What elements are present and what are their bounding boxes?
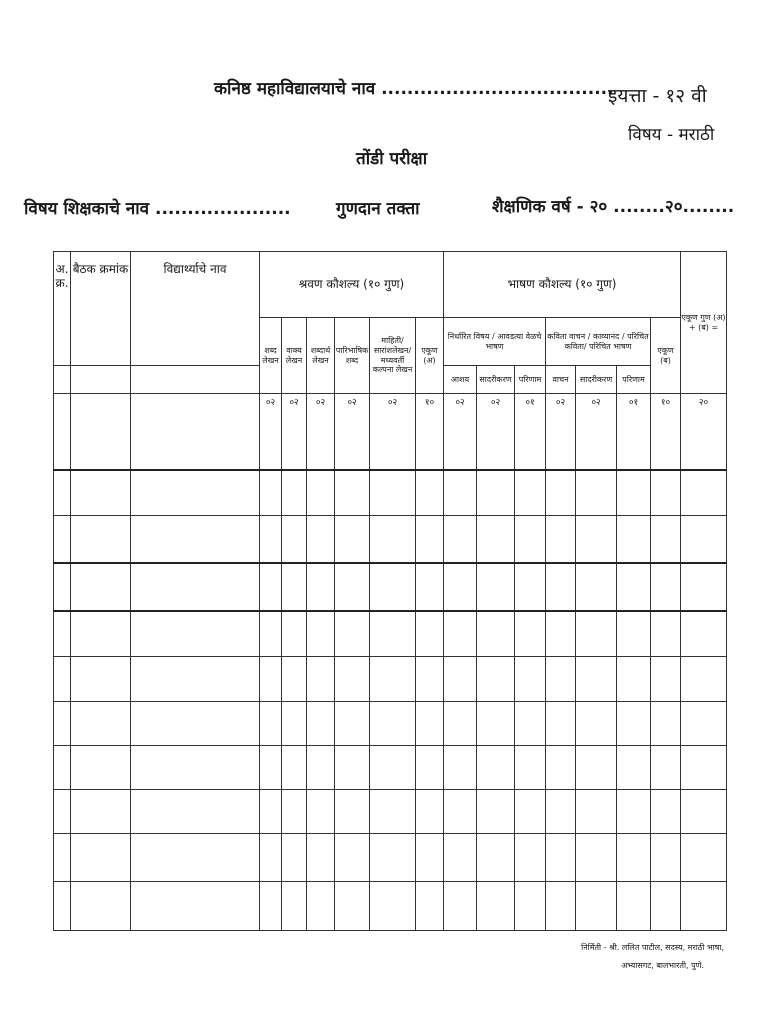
chart-title: गुणदान तक्ता (336, 199, 420, 219)
table-cell[interactable] (681, 882, 727, 931)
marks-cell (54, 394, 71, 470)
teacher-name-label: विषय शिक्षकाचे नाव ..................... (24, 199, 291, 219)
table-cell[interactable] (617, 611, 651, 657)
marks-cell: ०२ (260, 394, 282, 470)
table-cell[interactable] (282, 882, 307, 931)
table-cell[interactable] (477, 611, 515, 657)
table-cell[interactable] (515, 470, 546, 516)
marks-cell: ०२ (282, 394, 307, 470)
table-cell[interactable] (546, 834, 576, 882)
table-cell[interactable] (416, 563, 444, 611)
credit-line-1: निर्मिती - श्री. ललित पाटील, सदस्य, मराठी भाषा, (581, 943, 724, 952)
col-serial-header: अ. क्र. (54, 252, 71, 366)
table-cell[interactable] (260, 611, 282, 657)
listening-total-header: एकूण (अ) (416, 318, 444, 394)
table-cell[interactable] (260, 790, 282, 834)
table-cell[interactable] (131, 882, 260, 931)
table-cell[interactable] (335, 882, 370, 931)
table-cell[interactable] (131, 746, 260, 790)
table-cell[interactable] (71, 882, 131, 931)
table-cell[interactable] (131, 834, 260, 882)
table-cell[interactable] (651, 563, 681, 611)
table-cell[interactable] (681, 516, 727, 563)
table-cell[interactable] (260, 882, 282, 931)
marks-cell: ०२ (444, 394, 477, 470)
table-cell[interactable] (416, 790, 444, 834)
table-cell[interactable] (515, 746, 546, 790)
col-name-header: विद्यार्थ्याचे नाव (131, 252, 260, 366)
exam-title: तोंडी परीक्षा (356, 149, 428, 169)
table-cell[interactable] (370, 470, 416, 516)
table-cell[interactable] (370, 516, 416, 563)
table-cell[interactable] (681, 790, 727, 834)
table-cell[interactable] (576, 834, 617, 882)
table-row (54, 746, 727, 790)
table-cell[interactable] (131, 516, 260, 563)
marks-cell: ०२ (307, 394, 335, 470)
table-cell[interactable] (282, 746, 307, 790)
table-cell[interactable] (477, 790, 515, 834)
table-cell[interactable] (681, 470, 727, 516)
table-cell[interactable] (307, 702, 335, 746)
table-cell[interactable] (681, 611, 727, 657)
table-cell[interactable] (260, 563, 282, 611)
table-cell[interactable] (576, 882, 617, 931)
table-cell[interactable] (54, 702, 71, 746)
table-cell[interactable] (681, 702, 727, 746)
table-cell[interactable] (416, 470, 444, 516)
table-cell[interactable] (477, 563, 515, 611)
table-row (54, 563, 727, 611)
listening-sub-header: शब्दार्थ लेखन (307, 318, 335, 394)
table-cell[interactable] (131, 657, 260, 702)
marks-cell: ०२ (576, 394, 617, 470)
table-cell[interactable] (681, 563, 727, 611)
speaking-subgroup-header: निर्धारित विषय / आवडत्या वेळचे भाषण (444, 318, 546, 366)
table-cell[interactable] (71, 470, 131, 516)
table-cell[interactable] (416, 882, 444, 931)
student-rows (54, 470, 727, 931)
table-cell[interactable] (71, 611, 131, 657)
speaking-sub-header: परिणाम (515, 366, 546, 394)
table-cell[interactable] (370, 702, 416, 746)
table-cell[interactable] (477, 702, 515, 746)
marks-table (53, 251, 727, 931)
table-cell[interactable] (651, 790, 681, 834)
table-row (54, 470, 727, 516)
table-cell[interactable] (54, 611, 71, 657)
table-cell[interactable] (515, 516, 546, 563)
speaking-sub-header: आशय (444, 366, 477, 394)
speaking-subgroup-header: कविता वाचन / काव्यानंद / परिचित कविता/ परिचित भाषण (546, 318, 651, 366)
table-row (54, 790, 727, 834)
table-cell[interactable] (54, 746, 71, 790)
speaking-sub-header: सादरीकरण (576, 366, 617, 394)
table-cell[interactable] (477, 882, 515, 931)
table-cell[interactable] (54, 563, 71, 611)
table-cell[interactable] (444, 563, 477, 611)
table-cell[interactable] (576, 516, 617, 563)
table-cell[interactable] (617, 834, 651, 882)
table-cell[interactable] (477, 516, 515, 563)
table-cell[interactable] (416, 746, 444, 790)
table-cell[interactable] (282, 516, 307, 563)
listening-sub-header: शब्द लेखन (260, 318, 282, 394)
table-cell[interactable] (576, 790, 617, 834)
table-cell[interactable] (444, 882, 477, 931)
table-cell[interactable] (71, 790, 131, 834)
table-cell[interactable] (546, 470, 576, 516)
table-cell[interactable] (617, 746, 651, 790)
table-cell[interactable] (282, 834, 307, 882)
table-cell[interactable] (617, 657, 651, 702)
table-cell[interactable] (370, 790, 416, 834)
marks-cell: ०१ (617, 394, 651, 470)
table-cell[interactable] (444, 746, 477, 790)
marks-cell: ०२ (546, 394, 576, 470)
table-cell[interactable] (54, 790, 71, 834)
table-cell[interactable] (515, 657, 546, 702)
table-cell[interactable] (54, 470, 71, 516)
table-cell[interactable] (260, 746, 282, 790)
table-cell[interactable] (444, 790, 477, 834)
table-cell[interactable] (307, 834, 335, 882)
marks-cell: १० (651, 394, 681, 470)
table-cell[interactable] (515, 834, 546, 882)
listening-group-header: श्रवण कौशल्य (१० गुण) (260, 252, 444, 318)
speaking-sub-header: सादरीकरण (477, 366, 515, 394)
table-cell[interactable] (576, 657, 617, 702)
table-cell[interactable] (335, 657, 370, 702)
table-cell[interactable] (576, 746, 617, 790)
table-cell[interactable] (307, 563, 335, 611)
table-cell[interactable] (546, 790, 576, 834)
table-cell[interactable] (546, 702, 576, 746)
table-cell[interactable] (477, 470, 515, 516)
table-cell[interactable] (651, 834, 681, 882)
table-cell[interactable] (444, 657, 477, 702)
table-cell[interactable] (335, 790, 370, 834)
table-cell[interactable] (260, 470, 282, 516)
table-cell[interactable] (651, 657, 681, 702)
table-cell[interactable] (370, 834, 416, 882)
table-cell[interactable] (307, 790, 335, 834)
table-cell[interactable] (282, 790, 307, 834)
table-cell[interactable] (444, 470, 477, 516)
col-total-header: एकूण गुण (अ) + (ब) = (681, 252, 727, 394)
credit-line-2: अभ्यासगट, बालभारती, पुणे. (621, 961, 704, 970)
table-cell[interactable] (307, 611, 335, 657)
table-cell[interactable] (651, 746, 681, 790)
table-row (54, 611, 727, 657)
table-cell[interactable] (576, 611, 617, 657)
table-cell[interactable] (546, 882, 576, 931)
table-cell[interactable] (681, 657, 727, 702)
table-cell[interactable] (335, 834, 370, 882)
table-cell[interactable] (444, 611, 477, 657)
table-cell[interactable] (515, 882, 546, 931)
table-cell[interactable] (260, 834, 282, 882)
table-cell[interactable] (54, 516, 71, 563)
speaking-group-header: भाषण कौशल्य (१० गुण) (444, 252, 681, 318)
table-cell[interactable] (307, 657, 335, 702)
table-cell[interactable] (54, 882, 71, 931)
table-cell[interactable] (515, 702, 546, 746)
table-cell[interactable] (71, 702, 131, 746)
table-cell[interactable] (651, 470, 681, 516)
table-cell[interactable] (71, 657, 131, 702)
table-cell[interactable] (546, 657, 576, 702)
marks-cell (71, 394, 131, 470)
table-cell[interactable] (260, 702, 282, 746)
table-cell[interactable] (546, 563, 576, 611)
table-cell[interactable] (651, 702, 681, 746)
academic-year-label: शैक्षणिक वर्ष - २० ........२०........ (492, 197, 735, 217)
table-cell[interactable] (54, 657, 71, 702)
speaking-sub-header: परिणाम (617, 366, 651, 394)
table-cell[interactable] (370, 746, 416, 790)
table-cell[interactable] (546, 516, 576, 563)
table-cell[interactable] (416, 611, 444, 657)
table-row (54, 657, 727, 702)
table-cell[interactable] (416, 657, 444, 702)
table-cell[interactable] (131, 563, 260, 611)
table-cell[interactable] (260, 657, 282, 702)
table-cell[interactable] (444, 834, 477, 882)
table-cell[interactable] (515, 790, 546, 834)
table-cell[interactable] (546, 746, 576, 790)
marks-cell: ०१ (515, 394, 546, 470)
table-cell[interactable] (282, 563, 307, 611)
table-cell[interactable] (370, 882, 416, 931)
table-cell[interactable] (617, 470, 651, 516)
college-name-label: कनिष्ठ महाविद्यालयाचे नाव .................................... (214, 79, 614, 99)
subject-label: विषय - मराठी (628, 125, 715, 145)
table-cell[interactable] (617, 563, 651, 611)
table-cell[interactable] (335, 563, 370, 611)
table-cell[interactable] (307, 882, 335, 931)
marks-cell (131, 394, 260, 470)
table-cell[interactable] (307, 746, 335, 790)
marks-cell: २० (681, 394, 727, 470)
table-cell[interactable] (282, 470, 307, 516)
table-cell[interactable] (651, 516, 681, 563)
table-cell[interactable] (617, 702, 651, 746)
table-cell[interactable] (71, 834, 131, 882)
table-row (54, 702, 727, 746)
table-cell[interactable] (71, 746, 131, 790)
speaking-total-header: एकूण (ब) (651, 318, 681, 394)
table-cell[interactable] (546, 611, 576, 657)
table-cell[interactable] (515, 611, 546, 657)
table-cell[interactable] (260, 516, 282, 563)
table-cell[interactable] (370, 657, 416, 702)
table-cell[interactable] (282, 702, 307, 746)
table-cell[interactable] (131, 470, 260, 516)
table-cell[interactable] (71, 516, 131, 563)
table-cell[interactable] (477, 834, 515, 882)
table-cell[interactable] (651, 882, 681, 931)
table-cell[interactable] (651, 611, 681, 657)
table-cell[interactable] (444, 516, 477, 563)
table-cell[interactable] (576, 702, 617, 746)
table-cell[interactable] (576, 563, 617, 611)
table-cell[interactable] (307, 470, 335, 516)
table-cell[interactable] (370, 611, 416, 657)
table-cell[interactable] (370, 563, 416, 611)
marks-cell: ०२ (370, 394, 416, 470)
listening-sub-header: माहिती/ सारांशलेखन/ मध्यवर्ती कल्पना लेखन (370, 318, 416, 394)
table-cell[interactable] (335, 746, 370, 790)
col-seat-empty (71, 366, 131, 394)
table-cell[interactable] (477, 746, 515, 790)
table-row (54, 834, 727, 882)
table-cell[interactable] (131, 611, 260, 657)
table-cell[interactable] (416, 516, 444, 563)
table-cell[interactable] (335, 470, 370, 516)
table-cell[interactable] (576, 470, 617, 516)
marks-cell: १० (416, 394, 444, 470)
table-cell[interactable] (307, 516, 335, 563)
table-cell[interactable] (335, 611, 370, 657)
marks-cell: ०२ (477, 394, 515, 470)
table-cell[interactable] (477, 657, 515, 702)
table-row (54, 516, 727, 563)
table-cell[interactable] (416, 834, 444, 882)
table-cell[interactable] (681, 834, 727, 882)
col-serial-empty (54, 366, 71, 394)
table-cell[interactable] (282, 657, 307, 702)
table-cell[interactable] (54, 834, 71, 882)
listening-sub-header: पारिभाषिक शब्द (335, 318, 370, 394)
listening-sub-header: वाक्य लेखन (282, 318, 307, 394)
table-cell[interactable] (515, 563, 546, 611)
table-cell[interactable] (282, 611, 307, 657)
marks-cell: ०२ (335, 394, 370, 470)
table-cell[interactable] (617, 790, 651, 834)
table-cell[interactable] (335, 516, 370, 563)
standard-label: इयत्ता - १२ वी (608, 85, 707, 107)
col-name-empty (131, 366, 260, 394)
col-seat-header: बैठक क्रमांक (71, 252, 131, 366)
speaking-sub-header: वाचन (546, 366, 576, 394)
table-cell[interactable] (71, 563, 131, 611)
table-cell[interactable] (131, 702, 260, 746)
table-cell[interactable] (444, 702, 477, 746)
table-cell[interactable] (131, 790, 260, 834)
table-cell[interactable] (416, 702, 444, 746)
table-cell[interactable] (617, 516, 651, 563)
table-row (54, 882, 727, 931)
table-cell[interactable] (681, 746, 727, 790)
table-cell[interactable] (335, 702, 370, 746)
table-cell[interactable] (617, 882, 651, 931)
